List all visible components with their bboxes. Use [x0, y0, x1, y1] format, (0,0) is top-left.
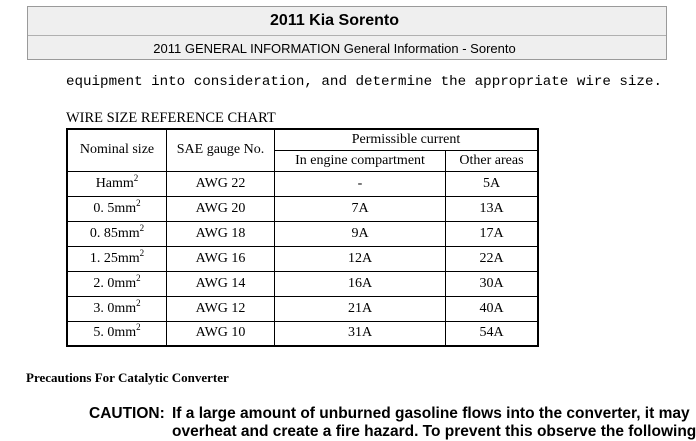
section-title: Precautions For Catalytic Converter: [26, 370, 229, 385]
document-header: [27, 6, 667, 60]
cell-engine-current: 9A: [275, 221, 446, 246]
cell-engine-current: 12A: [275, 246, 446, 271]
table-row: [67, 296, 538, 321]
cell-sae-gauge: AWG 16: [167, 246, 275, 271]
cell-nominal-size: 2. $0mm^2$: [67, 271, 167, 296]
cell-other-current: 54A: [446, 321, 539, 346]
table-row: [67, 171, 538, 196]
table-row: [67, 271, 538, 296]
cell-nominal-size: 0. $5mm^2$: [67, 196, 167, 221]
table-header-row: [67, 129, 538, 150]
caution-line-1: [89, 405, 696, 423]
table-caption: WIRE SIZE REFERENCE CHART: [66, 110, 276, 126]
caution-note: [89, 405, 696, 441]
cell-engine-current: -: [275, 171, 446, 196]
caution-text-1: If a large amount of unburned gasoline flows into the converter, it may: [172, 405, 690, 422]
table-row: [67, 321, 538, 346]
cell-sae-gauge: AWG 18: [167, 221, 275, 246]
cell-sae-gauge: AWG 22: [167, 171, 275, 196]
table-row: [67, 221, 538, 246]
cell-other-current: 22A: [446, 246, 539, 271]
cell-sae-gauge: AWG 20: [167, 196, 275, 221]
cell-nominal-size: Hamm$^2$: [67, 171, 167, 196]
wire-size-table: [66, 128, 539, 347]
document-subtitle: 2011 GENERAL INFORMATION General Information - Sorento: [153, 41, 516, 56]
cell-other-current: 30A: [446, 271, 539, 296]
header-nominal-size: Nominal size: [67, 129, 167, 171]
cell-nominal-size: 5. $0mm^2$: [67, 321, 167, 346]
intro-paragraph: equipment into consideration, and determine the appropriate wire size.: [66, 74, 662, 90]
cell-sae-gauge: AWG 10: [167, 321, 275, 346]
caution-text-2: overheat and create a fire hazard. To prevent this observe the following: [172, 423, 696, 440]
cell-other-current: 5A: [446, 171, 539, 196]
caution-label: CAUTION:: [89, 405, 165, 422]
cell-nominal-size: 1. $25mm^2$: [67, 246, 167, 271]
cell-sae-gauge: AWG 12: [167, 296, 275, 321]
header-permissible-current: Permissible current: [275, 129, 539, 150]
cell-engine-current: 7A: [275, 196, 446, 221]
header-engine-compartment: In engine compartment: [275, 150, 446, 171]
cell-nominal-size: 3. $0mm^2$: [67, 296, 167, 321]
cell-sae-gauge: AWG 14: [167, 271, 275, 296]
table-body: [67, 171, 538, 346]
table-row: [67, 246, 538, 271]
cell-nominal-size: 0. $85mm^2$: [67, 221, 167, 246]
cell-engine-current: 16A: [275, 271, 446, 296]
document-title: 2011 Kia Sorento: [270, 12, 399, 29]
header-other-areas: Other areas: [446, 150, 539, 171]
cell-other-current: 13A: [446, 196, 539, 221]
table-row: [67, 196, 538, 221]
cell-engine-current: 31A: [275, 321, 446, 346]
cell-engine-current: 21A: [275, 296, 446, 321]
cell-other-current: 40A: [446, 296, 539, 321]
header-sae-gauge: SAE gauge No.: [167, 129, 275, 171]
cell-other-current: 17A: [446, 221, 539, 246]
